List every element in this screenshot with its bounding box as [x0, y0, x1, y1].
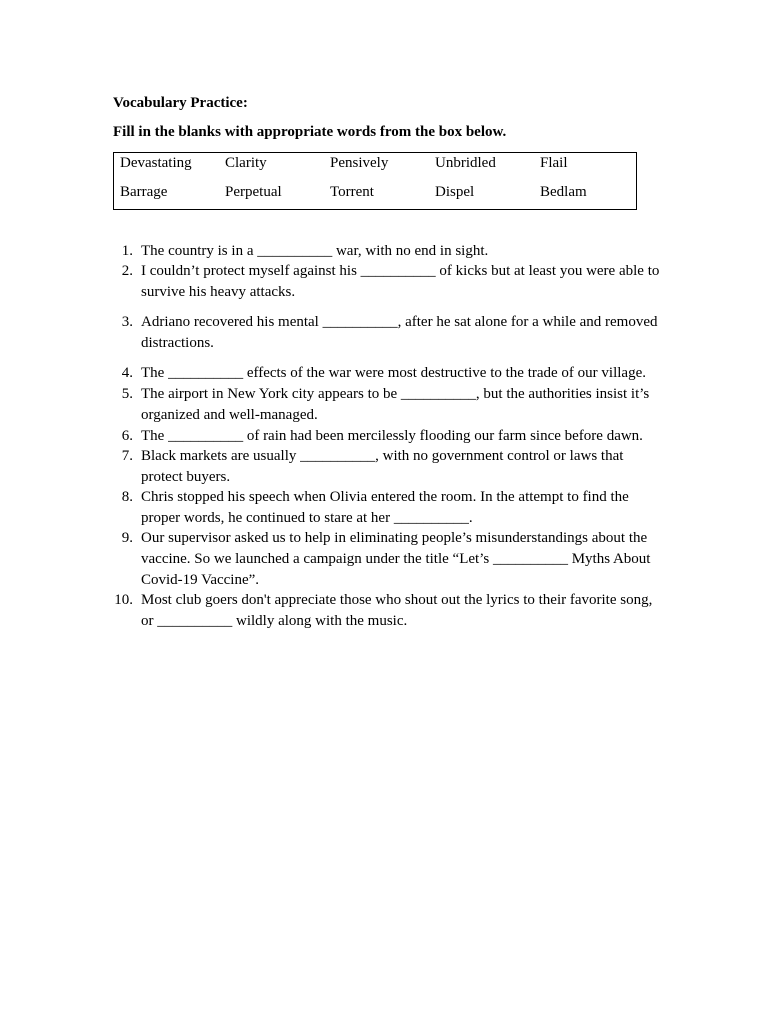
question-number: 5. [121, 386, 133, 402]
question-number: 9. [121, 530, 133, 546]
question-text: The __________ effects of the war were most destructive to the trade of our village. [141, 365, 646, 381]
word-bank-grid [120, 153, 645, 211]
question-text: Chris stopped his speech when Olivia entered the room. In the attempt to find the proper words, he continued to stare at her __________. [141, 489, 629, 526]
word-bank-word: Perpetual [225, 184, 282, 200]
word-bank-word: Bedlam [540, 184, 587, 200]
question-text: Adriano recovered his mental __________, after he sat alone for a while and removed distractions. [141, 314, 658, 351]
question-number: 6. [121, 428, 133, 444]
word-bank-word: Torrent [330, 184, 374, 200]
question-number: 7. [121, 448, 133, 464]
question-number: 8. [121, 489, 133, 505]
word-bank-word: Devastating [120, 155, 192, 171]
question-number: 10. [114, 592, 133, 608]
question-text: The airport in New York city appears to be __________, but the authorities insist it’s organized and well-managed. [141, 386, 650, 423]
word-bank-word: Dispel [435, 184, 475, 200]
question-text: The country is in a __________ war, with no end in sight. [141, 243, 489, 259]
question-number: 3. [121, 314, 133, 330]
question-text: Our supervisor asked us to help in eliminating people’s misunderstandings about the vaccine. So we launched a campaign under the title “Let’s __________ Myths About Covid-19 Vaccine”. [141, 530, 651, 588]
question-number: 2. [121, 263, 133, 279]
question-number: 4. [121, 365, 133, 381]
word-bank-word: Flail [540, 155, 568, 171]
word-bank-word: Pensively [330, 155, 389, 171]
question-text: Most club goers don't appreciate those who shout out the lyrics to their favorite song, or __________ wildly along with the music. [141, 592, 653, 629]
question-text: The __________ of rain had been mercilessly flooding our farm since before dawn. [141, 428, 643, 444]
question-text: Black markets are usually __________, with no government control or laws that protect buyers. [141, 448, 624, 485]
question-text: I couldn’t protect myself against his __________ of kicks but at least you were able to survive his heavy attacks. [141, 263, 660, 300]
question-number: 1. [121, 243, 133, 259]
word-bank-word: Unbridled [435, 155, 496, 171]
worksheet-title: Vocabulary Practice: [113, 95, 248, 111]
worksheet-instructions: Fill in the blanks with appropriate words from the box below. [113, 124, 507, 140]
word-bank-word: Clarity [225, 155, 267, 171]
word-bank-word: Barrage [120, 184, 168, 200]
word-bank-box [113, 152, 637, 210]
